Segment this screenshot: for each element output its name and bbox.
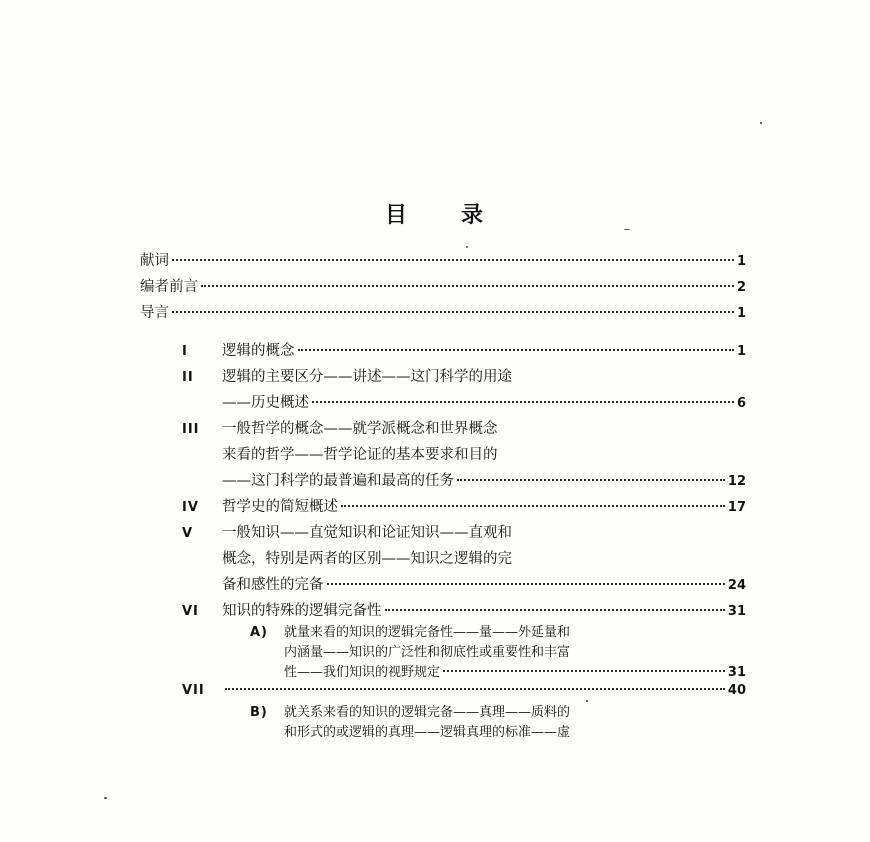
toc-entry-title: 性——我们知识的视野规定 xyxy=(284,665,441,680)
toc-subentry-a[interactable] xyxy=(250,624,570,642)
toc-page-number: 1 xyxy=(736,254,746,269)
dot-leader xyxy=(312,401,734,403)
chapter-numeral: II xyxy=(182,370,194,385)
toc-entry-title: 就关系来看的知识的逻辑完备——真理——质料的 xyxy=(284,705,571,720)
dot-leader xyxy=(225,688,725,690)
chapter-numeral: IV xyxy=(182,500,199,515)
toc-entry-title: ——历史概述 xyxy=(222,395,309,411)
toc-entry-title: 逻辑的主要区分——讲述——这门科学的用途 xyxy=(222,369,512,385)
dot-leader xyxy=(385,609,725,611)
dot-leader xyxy=(172,259,734,261)
toc-entry-title: ——这门科学的最普遍和最高的任务 xyxy=(222,473,454,489)
toc-entry-introduction[interactable] xyxy=(140,304,746,323)
scan-speck xyxy=(586,700,588,702)
toc-entry-title: 逻辑的概念 xyxy=(222,343,295,359)
title-char-left: 目 xyxy=(384,203,409,228)
toc-entry-title: 一般哲学的概念——就学派概念和世界概念 xyxy=(222,421,498,437)
toc-entry-chapter-4[interactable] xyxy=(182,498,746,517)
toc-entry-title: 概念，特别是两者的区别——知识之逻辑的完 xyxy=(222,551,512,567)
toc-page-number: 31 xyxy=(727,604,746,619)
toc-entry-chapter-3[interactable] xyxy=(182,420,498,439)
toc-entry-title: 来看的哲学——哲学论证的基本要求和目的 xyxy=(222,447,498,463)
toc-page-number: 1 xyxy=(736,344,746,359)
toc-page-number: 6 xyxy=(736,396,746,411)
chapter-numeral: I xyxy=(182,344,188,359)
toc-subentry-a-cont[interactable] xyxy=(284,664,746,682)
scan-speck xyxy=(760,122,762,124)
toc-page-number: 40 xyxy=(727,683,746,698)
chapter-numeral: V xyxy=(182,526,194,541)
toc-page-number: 1 xyxy=(736,306,746,321)
chapter-numeral: VI xyxy=(182,604,199,619)
dot-leader xyxy=(341,505,725,507)
toc-page-number: 2 xyxy=(736,280,746,295)
toc-entry-title: 编者前言 xyxy=(140,279,198,295)
toc-entry-chapter-6[interactable] xyxy=(182,602,746,621)
toc-page-number: 24 xyxy=(727,578,746,593)
dot-leader xyxy=(327,583,725,585)
chapter-numeral: VII xyxy=(182,683,205,698)
toc-entry-title: 内涵量——知识的广泛性和彻底性或重要性和丰富 xyxy=(284,645,571,660)
title-char-right: 录 xyxy=(461,203,486,228)
toc-entry-title: 献词 xyxy=(140,253,169,269)
toc-entry-title: 备和感性的完备 xyxy=(222,577,324,593)
toc-page-number: 12 xyxy=(727,474,746,489)
toc-entry-title: 和形式的或逻辑的真理——逻辑真理的标准——虚 xyxy=(284,725,571,740)
chapter-numeral: III xyxy=(182,422,200,437)
toc-page-number: 31 xyxy=(727,665,746,680)
dot-leader xyxy=(172,311,734,313)
toc-entry-title: 知识的特殊的逻辑完备性 xyxy=(222,603,382,619)
toc-subentry-b-cont[interactable] xyxy=(284,724,570,742)
scan-speck xyxy=(104,797,107,799)
dot-leader xyxy=(443,670,725,672)
toc-entry-chapter-5[interactable] xyxy=(182,524,512,543)
toc-entry-title: 哲学史的简短概述 xyxy=(222,499,338,515)
toc-entry-chapter-5-cont[interactable] xyxy=(222,576,746,595)
page-title xyxy=(0,198,870,229)
toc-entry-chapter-5-cont[interactable] xyxy=(222,550,512,568)
toc-entry-editor-preface[interactable] xyxy=(140,278,746,297)
scan-speck xyxy=(466,246,468,248)
toc-entry-title: 导言 xyxy=(140,305,169,321)
toc-subentry-b[interactable] xyxy=(250,704,570,722)
scan-speck xyxy=(624,229,630,230)
subsection-label: B) xyxy=(250,705,268,720)
toc-entry-chapter-3-cont[interactable] xyxy=(222,472,746,491)
dot-leader xyxy=(201,285,734,287)
toc-entry-dedication[interactable] xyxy=(140,252,746,271)
toc-subentry-a-cont[interactable] xyxy=(284,644,570,662)
toc-entry-chapter-7[interactable] xyxy=(182,682,746,700)
toc-page-number: 17 xyxy=(727,500,746,515)
toc-entry-chapter-2[interactable] xyxy=(182,368,512,387)
dot-leader xyxy=(457,479,725,481)
toc-entry-chapter-1[interactable] xyxy=(182,342,746,361)
dot-leader xyxy=(298,349,734,351)
toc-entry-title: 一般知识——直觉知识和论证知识——直观和 xyxy=(222,525,512,541)
toc-entry-title: 就量来看的知识的逻辑完备性——量——外延量和 xyxy=(284,625,571,640)
subsection-label: A) xyxy=(250,625,269,640)
toc-entry-chapter-3-cont[interactable] xyxy=(222,446,498,464)
toc-entry-chapter-2-cont[interactable] xyxy=(222,394,746,413)
